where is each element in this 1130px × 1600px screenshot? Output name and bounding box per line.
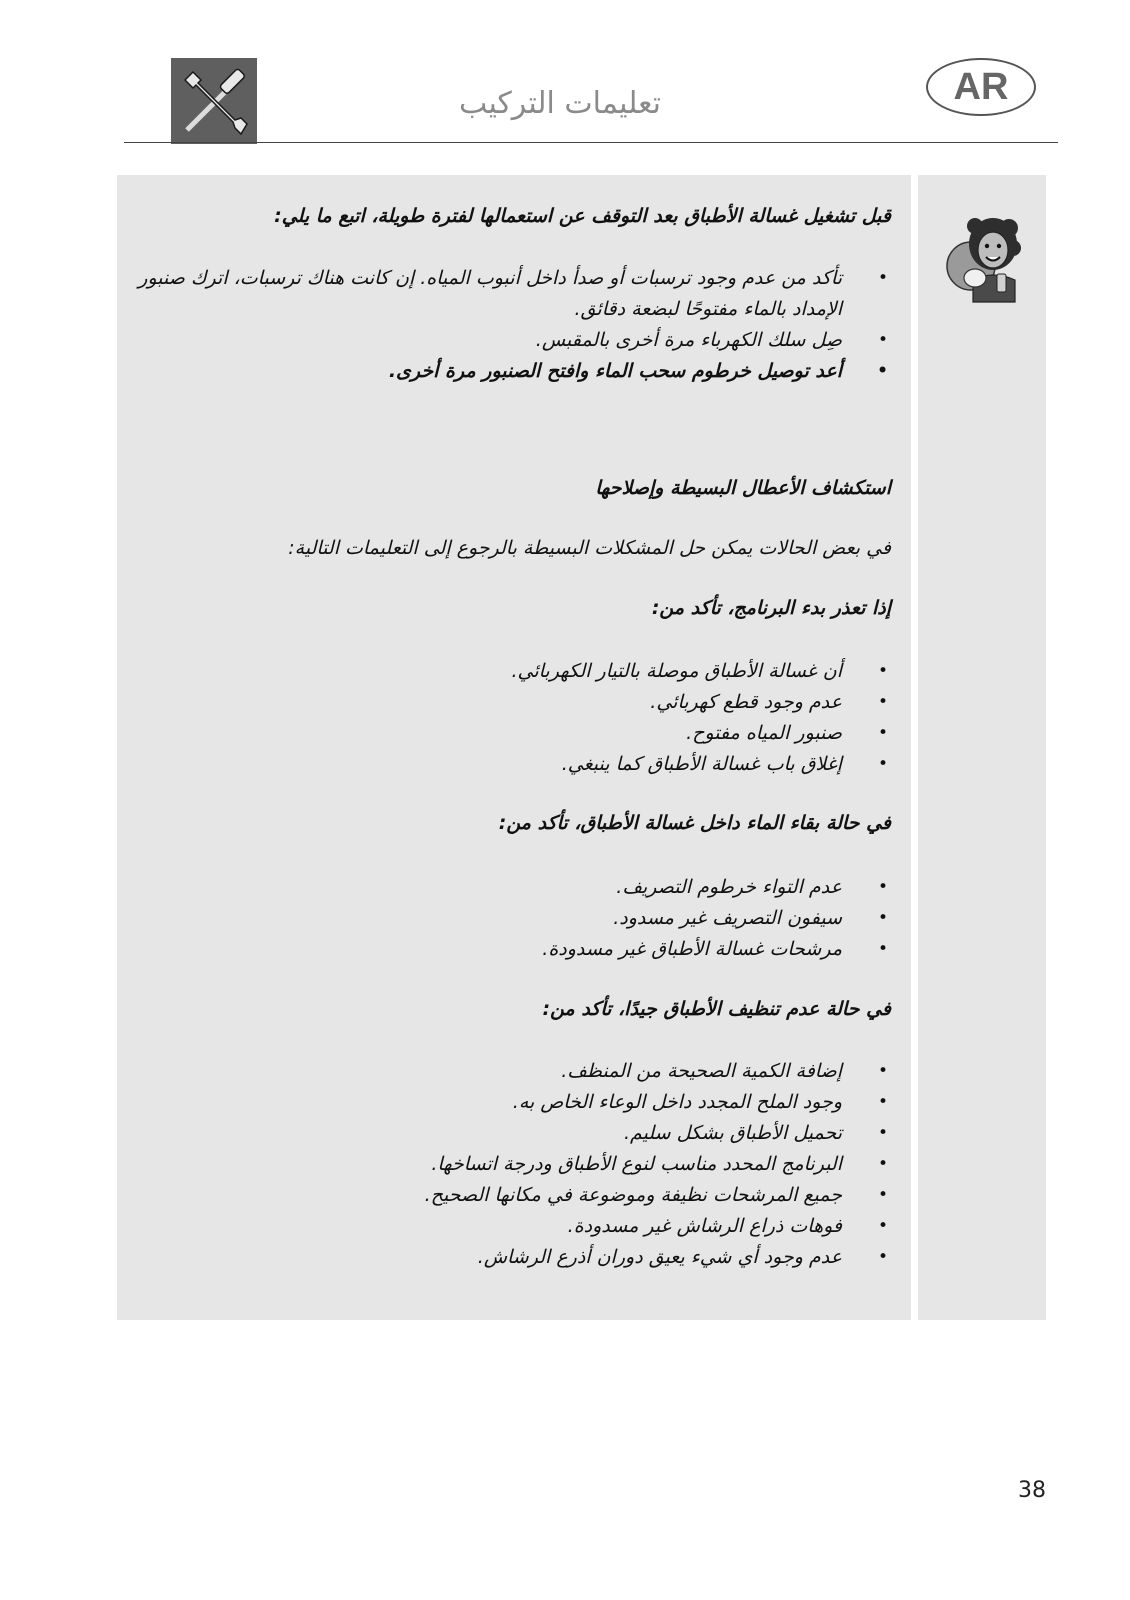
list-item: • فوهات ذراع الرشاش غير مسدودة. xyxy=(131,1211,891,1242)
wrench-screwdriver-icon xyxy=(171,58,257,144)
list-item: • تحميل الأطباق بشكل سليم. xyxy=(131,1118,891,1149)
list-item: • إضافة الكمية الصحيحة من المنظف. xyxy=(131,1056,891,1087)
list-program-wont-start xyxy=(131,656,891,780)
instructions-content xyxy=(117,175,911,1320)
list-item: • تأكد من عدم وجود ترسبات أو صدأ داخل أنبوب المياه. إن كانت هناك ترسبات، اترك صنبور الإمداد بالماء مفتوحًا لبضعة دقائق. xyxy=(131,263,891,325)
side-panel xyxy=(918,175,1046,1320)
list-item: • صِل سلك الكهرباء مرة أخرى بالمقبس. xyxy=(131,325,891,356)
list-item: • البرنامج المحدد مناسب لنوع الأطباق ودرجة اتساخها. xyxy=(131,1149,891,1180)
section-heading-program-wont-start: إذا تعذر بدء البرنامج، تأكد من: xyxy=(651,597,891,619)
list-before-use xyxy=(131,263,891,387)
list-water-remains xyxy=(131,872,891,965)
list-item: • سيفون التصريف غير مسدود. xyxy=(131,903,891,934)
section-heading-troubleshooting: استكشاف الأعطال البسيطة وإصلاحها xyxy=(595,477,891,499)
cartoon-woman-icon xyxy=(943,208,1029,304)
section-heading-before-use: قبل تشغيل غسالة الأطباق بعد التوقف عن استعمالها لفترة طويلة، اتبع ما يلي: xyxy=(274,205,891,227)
header-divider xyxy=(124,142,1058,143)
language-badge: AR xyxy=(926,58,1036,116)
list-item: • جميع المرشحات نظيفة وموضوعة في مكانها الصحيح. xyxy=(131,1180,891,1211)
troubleshooting-intro: في بعض الحالات يمكن حل المشكلات البسيطة بالرجوع إلى التعليمات التالية: xyxy=(288,537,891,559)
list-item: • أن غسالة الأطباق موصلة بالتيار الكهربائي. xyxy=(131,656,891,687)
list-item: • عدم التواء خرطوم التصريف. xyxy=(131,872,891,903)
page-title: تعليمات التركيب xyxy=(459,86,661,121)
section-heading-water-remains: في حالة بقاء الماء داخل غسالة الأطباق، تأكد من: xyxy=(498,812,891,834)
list-dishes-not-clean xyxy=(131,1056,891,1273)
list-item: • صنبور المياه مفتوح. xyxy=(131,718,891,749)
page-number: 38 xyxy=(1018,1478,1046,1503)
section-heading-dishes-not-clean: في حالة عدم تنظيف الأطباق جيدًا، تأكد من: xyxy=(542,998,891,1020)
list-item: • وجود الملح المجدد داخل الوعاء الخاص به. xyxy=(131,1087,891,1118)
list-item: • مرشحات غسالة الأطباق غير مسدودة. xyxy=(131,934,891,965)
list-item: • أعد توصيل خرطوم سحب الماء وافتح الصنبور مرة أخرى. xyxy=(131,356,891,387)
list-item: • عدم وجود قطع كهربائي. xyxy=(131,687,891,718)
list-item: • إغلاق باب غسالة الأطباق كما ينبغي. xyxy=(131,749,891,780)
list-item: • عدم وجود أي شيء يعيق دوران أذرع الرشاش. xyxy=(131,1242,891,1273)
